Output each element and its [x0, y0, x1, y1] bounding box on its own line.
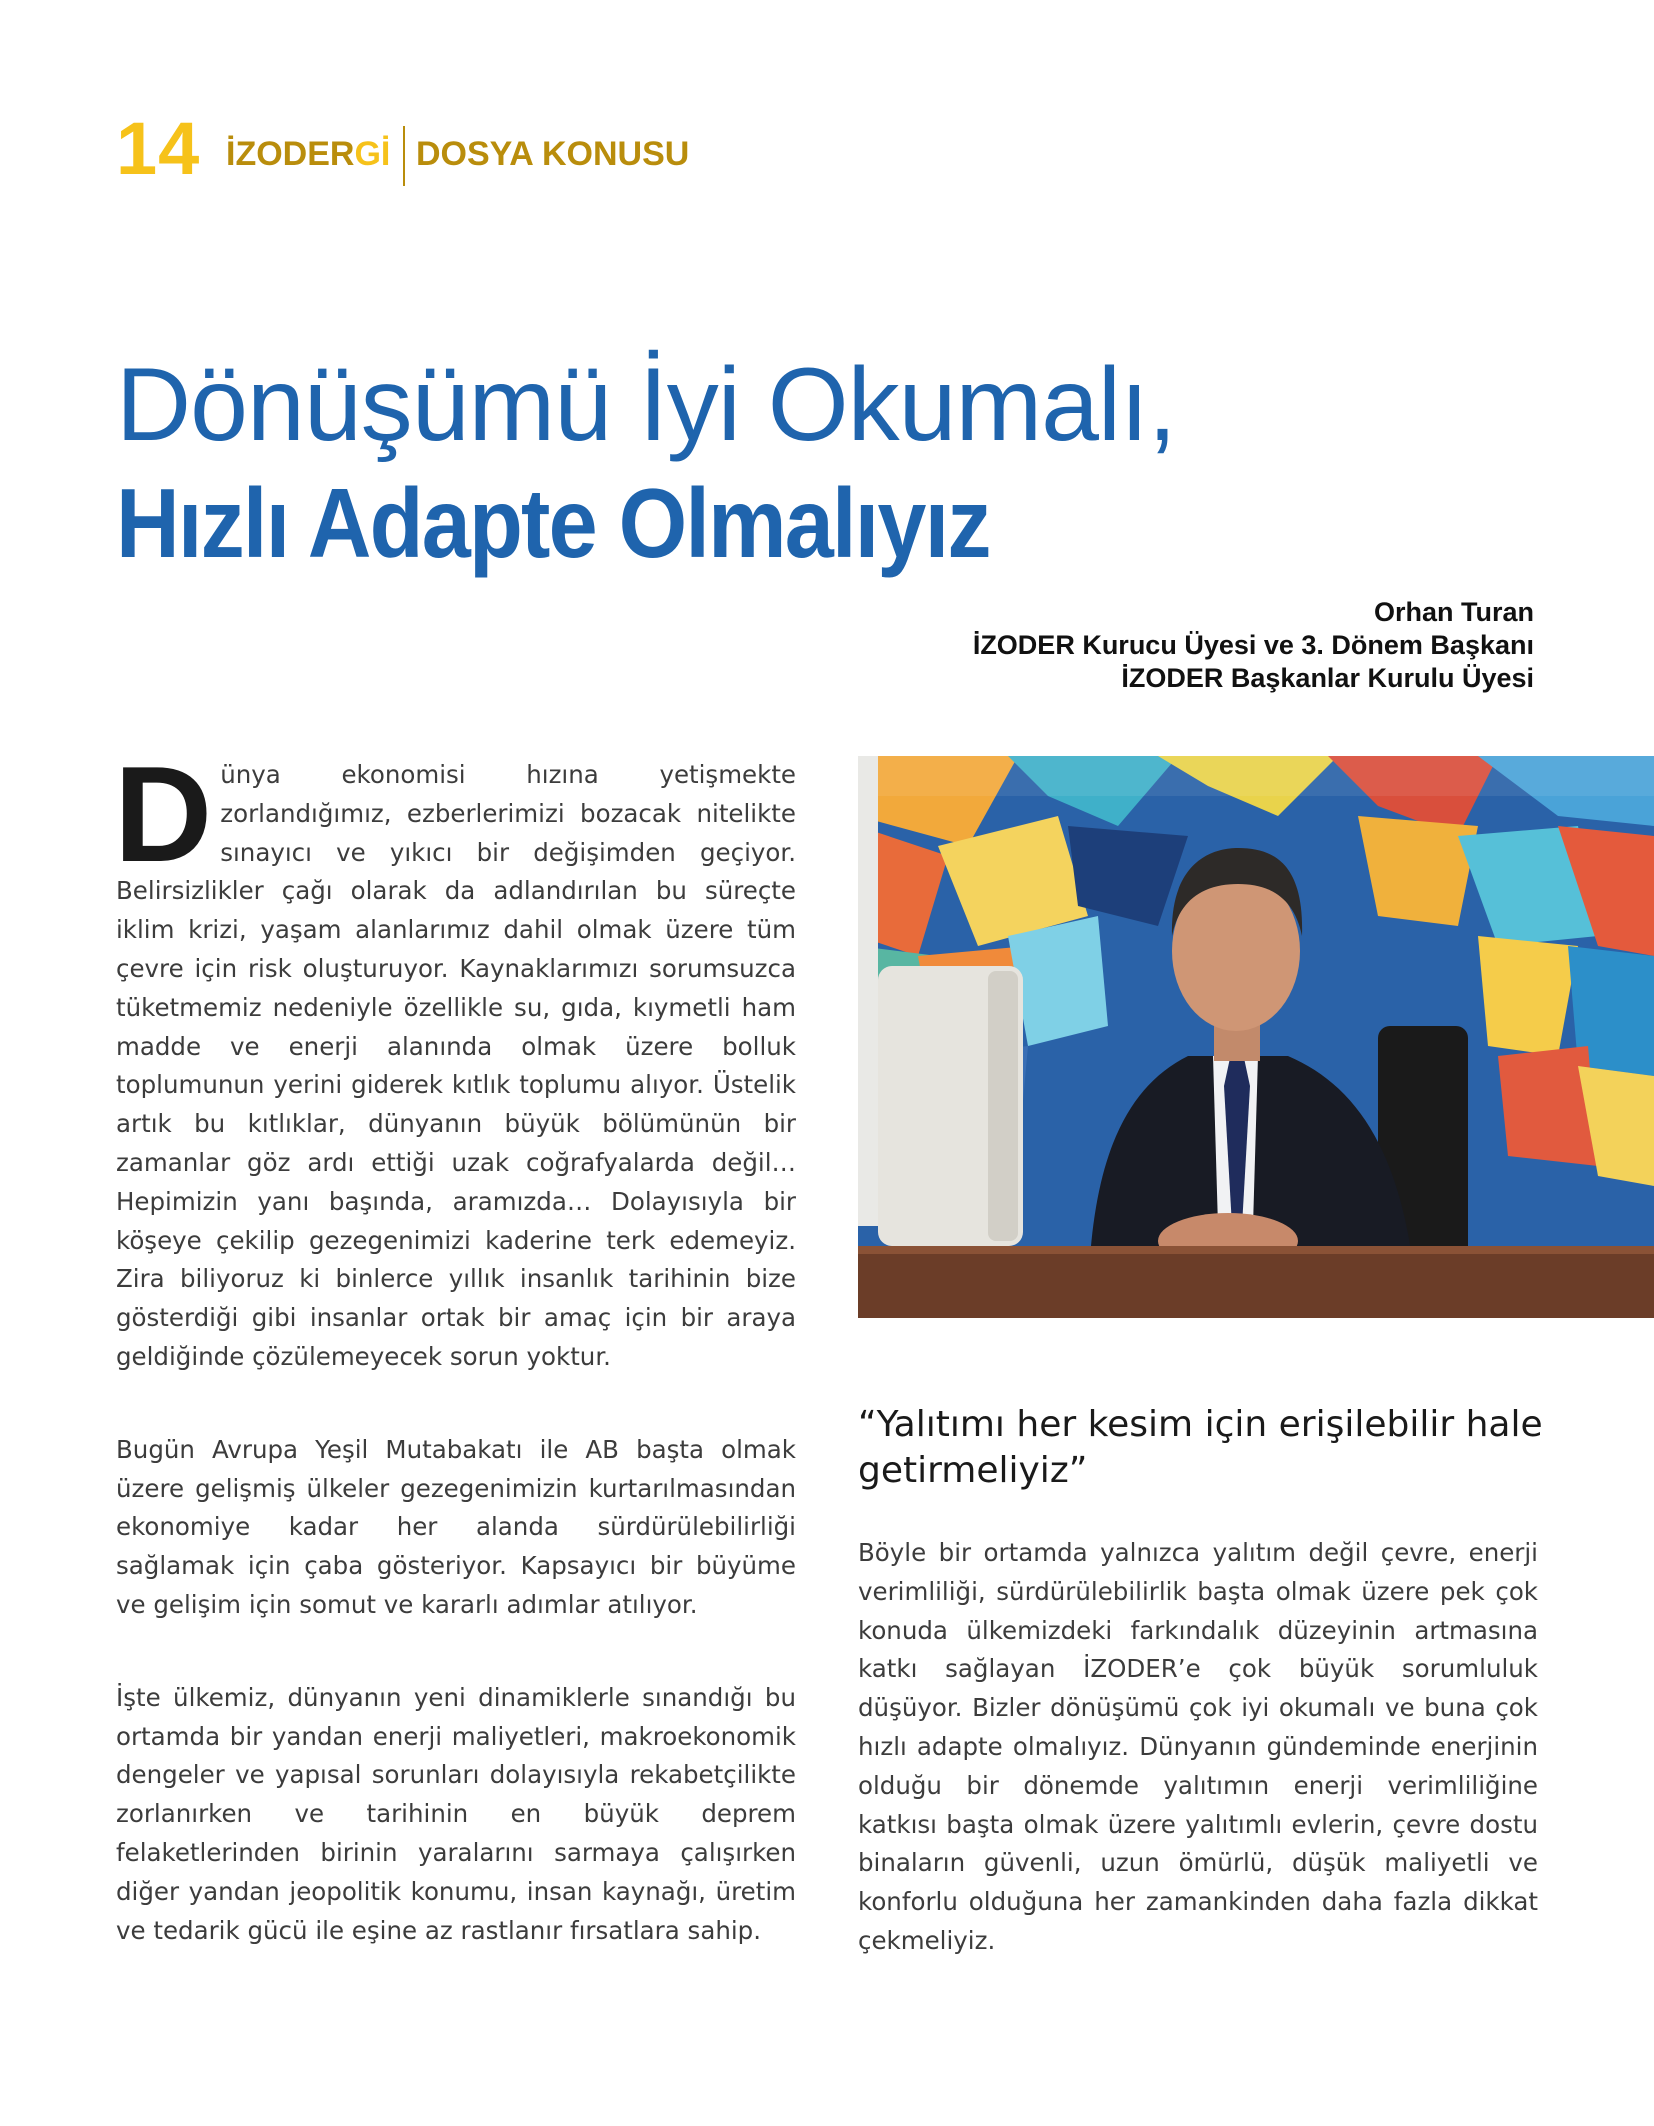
drop-cap: D: [114, 738, 213, 890]
body-paragraph-4: Böyle bir ortamda yalnızca yalıtım değil çevre, enerji verimliliği, sürdürülebilirlik başta olmak üzere pek çok konuda ülkemizdeki farkındalık düzeyinin artmasına katkı sağlayan İZODER’e çok büyük sorumluluk düşüyor. Bizler dönüşümü çok iyi okumalı ve buna çok hızlı adapte olmalıyız. Dünyanın gündeminde enerjinin olduğu bir dönemde yalıtımın enerji verimliliğine katkısı başta olmak üzere yalıtımlı evlerin, çevre dostu binaların güvenli, uzun ömürlü, düşük maliyetli ve konforlu olduğuna her zamankinden daha fazla dikkat çekmeliyiz.: [858, 1538, 1538, 1955]
logo-accent-text: Gİ: [354, 135, 391, 173]
section-label: DOSYA KONUSU: [416, 135, 690, 173]
title-line-1: Dönüşümü İyi Okumalı,: [116, 347, 1176, 463]
author-photo: [858, 756, 1654, 1318]
author-byline: [973, 596, 1534, 695]
title-line-2: Hızlı Adapte Olmalıyız: [116, 468, 990, 578]
pull-quote: “Yalıtımı her kesim için erişilebilir hale getirmeliyiz”: [858, 1404, 1543, 1491]
author-name: Orhan Turan: [1373, 597, 1534, 627]
left-column: [114, 738, 796, 2004]
header-divider: [403, 126, 405, 186]
body-paragraph-2: Bugün Avrupa Yeşil Mutabakatı ile AB başta olmak üzere gelişmiş ülkeler gezegenimizin kurtarılmasından ekonomiye kadar her alanda sürdürülebilirliği sağlamak için çaba gösteriyor. Kapsayıcı bir büyüme ve gelişim için somut ve kararlı adımlar atılıyor.: [116, 1434, 796, 1619]
right-column: [858, 1534, 1538, 1961]
body-paragraph-1: [114, 738, 796, 1377]
body-paragraph-3: İşte ülkemiz, dünyanın yeni dinamiklerle sınandığı bu ortamda bir yandan enerji maliyetleri, makroekonomik dengeler ve yapısal sorunları dolayısıyla rekabetçilikte zorlanırken ve tarihinin en büyük deprem felaketlerinden birinin yaralarını sarmaya çalışırken diğer yandan jeopolitik konumu, insan kaynağı, üretim ve tedarik gücü ile eşine az rastlanır fırsatlara sahip.: [116, 1682, 796, 1945]
author-role-2: İZODER Başkanlar Kurulu Üyesi: [1121, 663, 1534, 693]
paragraph-1-text: ünya ekonomisi hızına yetişmekte zorlandığımız, ezberlerimizi bozacak nitelikte sınayıcı ve yıkıcı bir değişimden geçiyor. Belirsizlikler çağı olarak da adlandırılan bu süreçte iklim krizi, yaşam alanlarımız dahil olmak üzere tüm çevre için risk oluşturuyor. Kaynaklarımızı sorumsuzca tüketmemiz nedeniyle özellikle su, gıda, kıymetli ham madde ve enerji alanında olmak üzere bolluk toplumunun yerini giderek kıtlık toplumu alıyor. Üstelik artık bu kıtlıklar, dünyanın büyük bölümünün bir zamanlar göz ardı ettiği uzak coğrafyalarda değil… Hepimizin yanı başında, aramızda… Dolayısıyla bir köşeye çekilip gezegenimizi kaderine terk edemeyiz. Zira biliyoruz ki binlerce yıllık insanlık tarihinin bize gösterdiği gibi insanlar ortak bir amaç için bir araya geldiğinde çözülemeyecek sorun yoktur.: [116, 760, 796, 1371]
author-role-1: İZODER Kurucu Üyesi ve 3. Dönem Başkanı: [972, 630, 1534, 660]
page-number: 14: [116, 107, 201, 190]
logo-main-text: İZODER: [226, 135, 355, 173]
magazine-logo: [226, 134, 390, 174]
